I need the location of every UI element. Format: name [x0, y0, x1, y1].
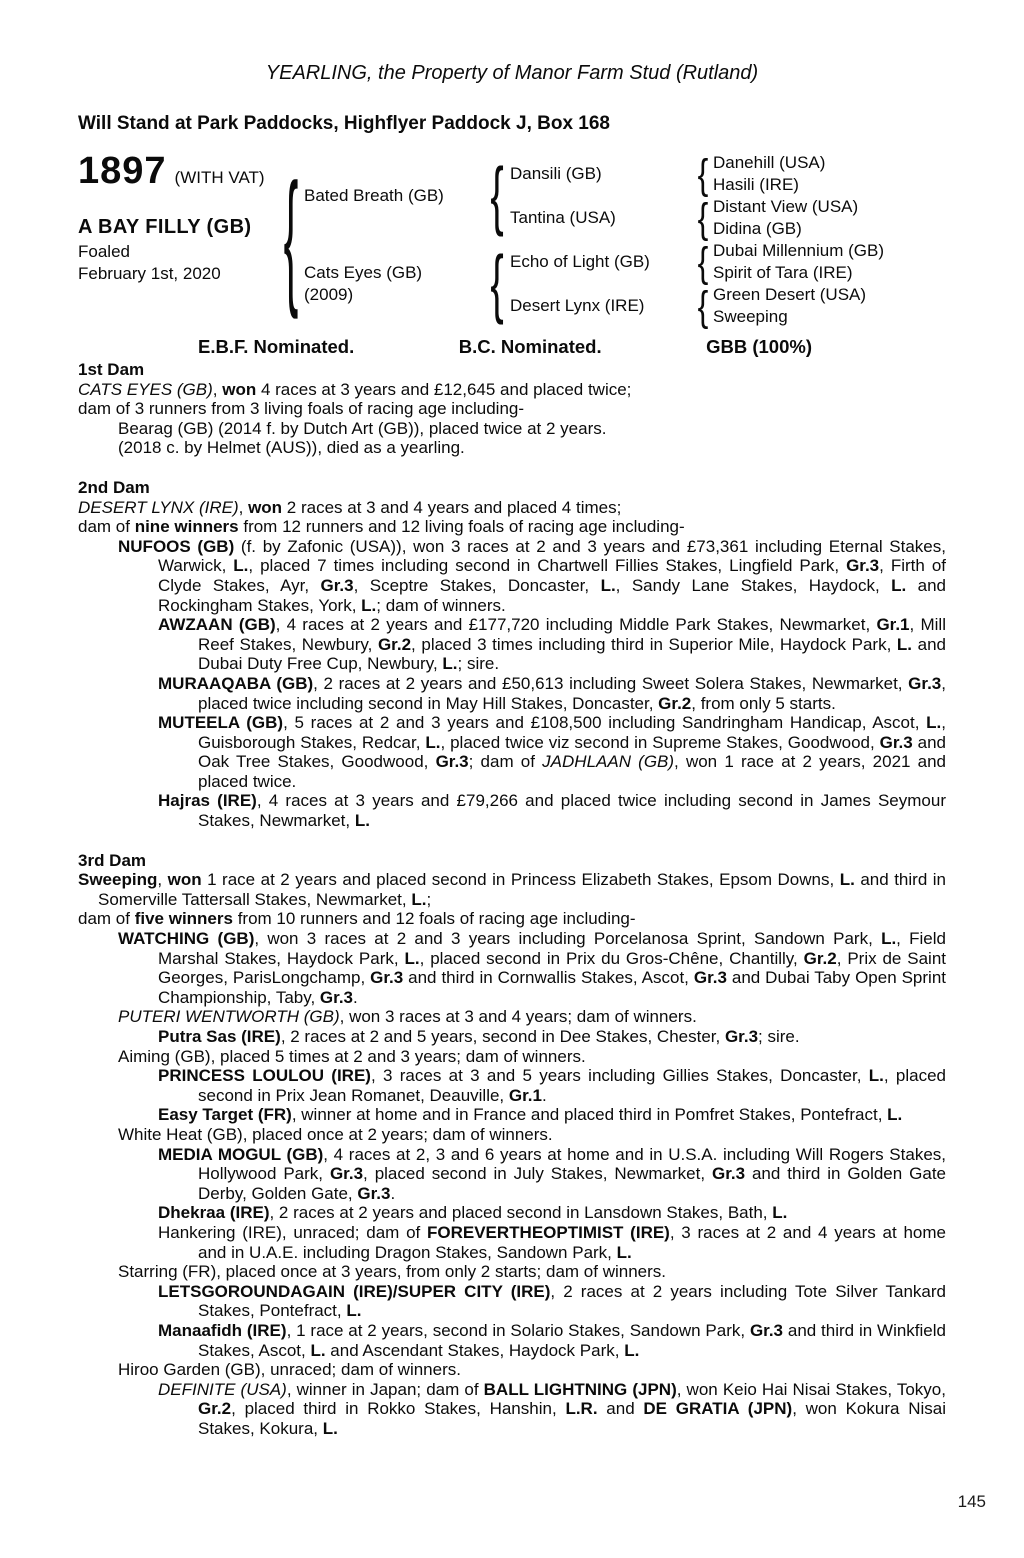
pedigree-paragraph: AWZAAN (GB), 4 races at 2 years and £177,720 including Middle Park Stakes, Newmarket, Gr.1, Mill Reef Stakes, Newbury, Gr.2, placed 3 times including third in Superior Mile, Haydock Park, L. and Dubai Duty Free Cup, Newbury, L.; sire. [158, 615, 946, 674]
granddam-name: Tantina (USA) [510, 208, 616, 227]
pedigree-paragraph: DEFINITE (USA), winner in Japan; dam of BALL LIGHTNING (JPN), won Keio Hai Nisai Stakes, Tokyo, Gr.2, placed third in Rokko Stakes, Hanshin, L.R. and DE GRATIA (JPN), won Kokura Nisai Stakes, Kokura, L. [158, 1379, 946, 1438]
ebf-nomination: E.B.F. Nominated. [198, 336, 355, 357]
stand-location-line: Will Stand at Park Paddocks, Highflyer Paddock J, Box 168 [78, 113, 610, 134]
pedigree-paragraph: White Heat (GB), placed once at 2 years; dam of winners. [118, 1124, 553, 1144]
lot-info [78, 152, 278, 285]
lot-number: 1897 [78, 150, 167, 192]
pedigree-paragraph: Dhekraa (IRE), 2 races at 2 years and placed second in Lansdown Stakes, Bath, L. [158, 1203, 788, 1223]
great-grandparent-name: Dubai Millennium (GB) [713, 241, 884, 260]
sire-branch [304, 152, 884, 240]
dam-name: Cats Eyes (GB) [304, 263, 423, 282]
pedigree-paragraph: NUFOOS (GB) (f. by Zafonic (USA)), won 3 races at 2 and 3 years and £73,361 including Eternal Stakes, Warwick, L., placed 7 times including second in Chartwell Fillies Stakes, Lingfield Park, Gr.3, Firth of Clyde Stakes, Ayr, Gr.3, Sceptre Stakes, Doncaster, L., Sandy Lane Stakes, Haydock, L. and Rockingham Stakes, York, L.; dam of winners. [118, 536, 947, 615]
brace-icon: { [697, 150, 709, 198]
pedigree-paragraph: WATCHING (GB), won 3 races at 2 and 3 years including Porcelanosa Sprint, Sandown Park, L., Field Marshal Stakes, Haydock Park, L., placed second in Prix du Gros-Chêne, Chantilly, Gr.2, Prix de Saint Georges, ParisLongchamp, Gr.3 and third in Cornwallis Stakes, Ascot, Gr.3 and Dubai Taby Open Sprint Championship, Taby, Gr.3. [118, 929, 947, 1007]
great-grandparent-name: Spirit of Tara (IRE) [713, 263, 853, 282]
pedigree-paragraph: PUTERI WENTWORTH (GB), won 3 races at 3 and 4 years; dam of winners. [118, 1007, 697, 1027]
pedigree-paragraph: Hankering (IRE), unraced; dam of FOREVERTHEOPTIMIST (IRE), 3 races at 2 and 4 years at home and in U.A.E. including Dragon Stakes, Sandown Park, L. [158, 1222, 946, 1262]
pedigree-paragraph: MEDIA MOGUL (GB), 4 races at 2, 3 and 6 years at home and in U.S.A. including Will Rogers Stakes, Hollywood Park, Gr.3, placed second in July Stakes, Newmarket, Gr.3 and third in Golden Gate Derby, Golden Gate, Gr.3. [158, 1144, 946, 1203]
pedigree-paragraph: PRINCESS LOULOU (IRE), 3 races at 3 and 5 years including Gillies Stakes, Doncaster, L., placed second in Prix Jean Romanet, Deauville, Gr.1. [158, 1066, 946, 1105]
pedigree-paragraph: MUTEELA (GB), 5 races at 2 and 3 years and £108,500 including Sandringham Handicap, Ascot, L., Guisborough Stakes, Redcar, L., placed twice viz second in Supreme Stakes, Goodwood, Gr.3 and Oak Tree Stakes, Goodwood, Gr.3; dam of JADHLAAN (GB), won 1 race at 2 years, 2021 and placed twice. [158, 713, 947, 791]
dam-section [78, 360, 946, 458]
vat-note: (WITH VAT) [174, 168, 265, 187]
pedigree-paragraph: Starring (FR), placed once at 3 years, from only 2 starts; dam of winners. [118, 1262, 666, 1282]
pedigree-paragraph: Putra Sas (IRE), 2 races at 2 and 5 years, second in Dee Stakes, Chester, Gr.3; sire. [158, 1027, 800, 1046]
foaled-label: Foaled [78, 242, 130, 261]
pedigree-paragraph: dam of nine winners from 12 runners and 12 living foals of racing age including- [78, 517, 685, 537]
section-heading: 2nd Dam [78, 477, 150, 497]
dam-section [78, 478, 946, 831]
pedigree-paragraph: Hiroo Garden (GB), unraced; dam of winners. [118, 1360, 461, 1380]
great-grandparent-name: Hasili (IRE) [713, 175, 799, 194]
pedigree-paragraph: Easy Target (FR), winner at home and in France and placed third in Pomfret Stakes, Pontefract, L. [158, 1105, 903, 1125]
pedigree-text [78, 360, 946, 1438]
great-grandparent-name: Green Desert (USA) [713, 285, 867, 304]
damsire-name: Echo of Light (GB) [510, 252, 650, 271]
pedigree-paragraph: DESERT LYNX (IRE), won 2 races at 3 and 4 years and placed 4 times; [78, 497, 622, 517]
brace-icon: { [697, 282, 709, 330]
pedigree-paragraph: CATS EYES (GB), won 4 races at 3 years and £12,645 and placed twice; [78, 379, 632, 399]
pedigree-paragraph: Manaafidh (IRE), 1 race at 2 years, second in Solario Stakes, Sandown Park, Gr.3 and third in Winkfield Stakes, Ascot, L. and Ascendant Stakes, Haydock Park, L. [158, 1320, 946, 1360]
pedigree-paragraph: Aiming (GB), placed 5 times at 2 and 3 years; dam of winners. [118, 1046, 586, 1066]
pedigree-paragraph: LETSGOROUNDAGAIN (IRE)/SUPER CITY (IRE), 2 races at 2 years including Tote Silver Tankard Stakes, Pontefract, L. [158, 1281, 946, 1321]
pedigree-paragraph: dam of 3 runners from 3 living foals of racing age including- [78, 399, 525, 419]
dam-year: (2009) [304, 285, 354, 304]
second-dam-name: Desert Lynx (IRE) [510, 296, 645, 315]
great-grandparent-name: Danehill (USA) [713, 153, 826, 172]
great-grandparent-name: Sweeping [713, 307, 788, 326]
pedigree-paragraph: Bearag (GB) (2014 f. by Dutch Art (GB)), placed twice at 2 years. [118, 418, 607, 438]
page-title: YEARLING, the Property of Manor Farm Stud (Rutland) [265, 62, 759, 84]
brace-icon: { [697, 194, 709, 242]
gbb-badge: GBB (100%) [706, 336, 812, 357]
pedigree-paragraph: (2018 c. by Helmet (AUS)), died as a yearling. [118, 438, 465, 458]
page-number: 145 [957, 1492, 986, 1511]
nominations-line [78, 336, 947, 358]
sire-name: Bated Breath (GB) [304, 186, 444, 205]
section-heading: 3rd Dam [78, 850, 147, 870]
brace-icon: { [490, 242, 504, 326]
section-heading: 1st Dam [78, 360, 145, 379]
grandsire-name: Dansili (GB) [510, 164, 602, 183]
brace-icon: { [490, 154, 504, 238]
foaled-date: February 1st, 2020 [78, 264, 221, 283]
brace-icon: { [283, 155, 299, 322]
pedigree-tree [278, 152, 884, 328]
brace-icon: { [697, 238, 709, 286]
pedigree-paragraph: dam of five winners from 10 runners and 12 foals of racing age including- [78, 909, 636, 929]
pedigree-paragraph: Hajras (IRE), 4 races at 3 years and £79,266 and placed twice including second in James Seymour Stakes, Newmarket, L. [158, 791, 946, 831]
pedigree-table [78, 152, 994, 328]
dam-section [78, 851, 946, 1439]
bc-nomination: B.C. Nominated. [458, 336, 602, 357]
dam-branch [304, 240, 884, 328]
pedigree-paragraph: Sweeping, won 1 race at 2 years and placed second in Princess Elizabeth Stakes, Epsom Downs, L. and third in Somerville Tattersall Stakes, Newmarket, L.; [78, 870, 947, 909]
pedigree-paragraph: MURAAQABA (GB), 2 races at 2 years and £50,613 including Sweet Solera Stakes, Newmarket, Gr.3, placed twice including second in May Hill Stakes, Doncaster, Gr.2, from only 5 starts. [158, 673, 946, 713]
great-grandparent-name: Didina (GB) [713, 219, 802, 238]
great-grandparent-name: Distant View (USA) [713, 197, 859, 216]
horse-name: A BAY FILLY (GB) [78, 216, 252, 238]
